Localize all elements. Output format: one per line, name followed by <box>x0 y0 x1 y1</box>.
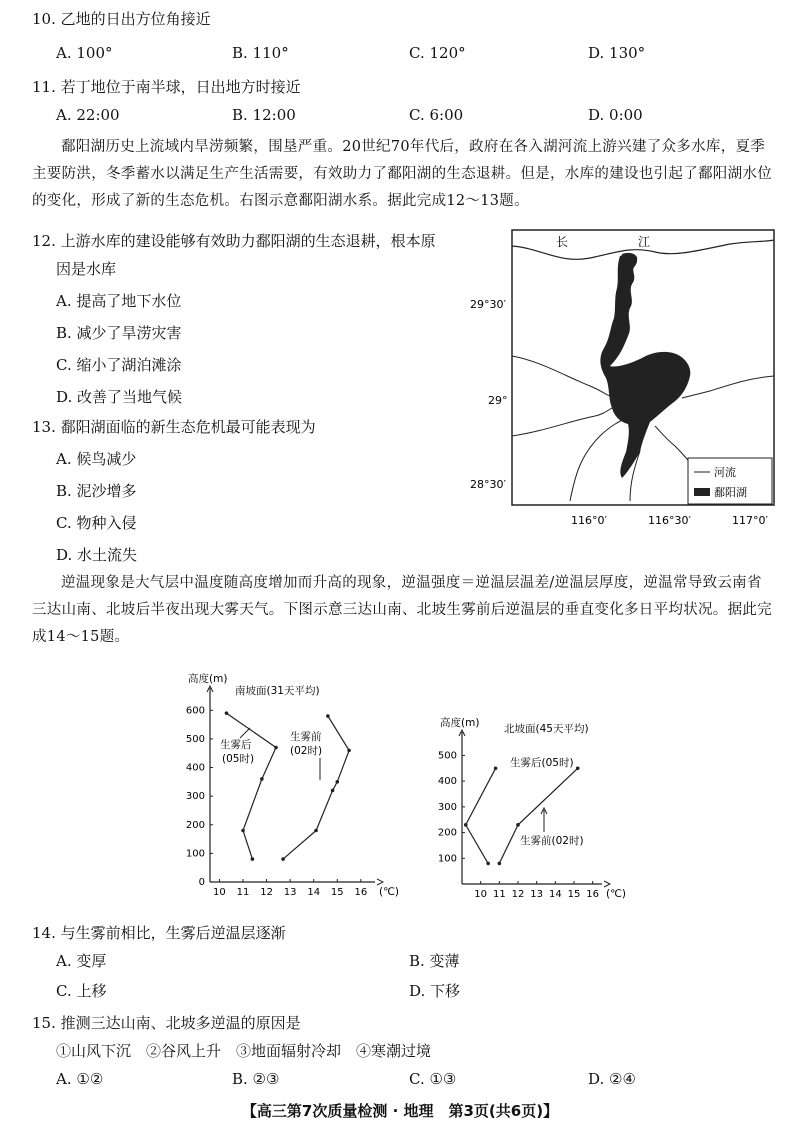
q15-option-b: B. ②③ <box>232 1070 280 1088</box>
q10-option-b: B. 110° <box>232 44 289 62</box>
series-label-after: 生雾后(05时) <box>510 757 574 769</box>
series-label-before: 生雾前 <box>290 731 322 743</box>
q14-option-c: C. 上移 <box>56 982 107 1000</box>
q15-option-a: A. ①② <box>56 1070 104 1088</box>
q11-option-b: B. 12:00 <box>232 106 296 124</box>
label-leader-line <box>240 728 250 738</box>
y-tick-label: 200 <box>437 827 457 839</box>
y-tick-label: 100 <box>185 848 205 860</box>
q15-option-c: C. ①③ <box>409 1070 457 1088</box>
lon-label-2: 116°30′ <box>648 514 691 527</box>
q13-stem: 13. 鄱阳湖面临的新生态危机最可能表现为 <box>32 418 316 436</box>
data-point <box>326 714 330 718</box>
poyang-lake-map <box>470 226 780 536</box>
q10-stem: 10. 乙地的日出方位角接近 <box>32 10 211 28</box>
y-tick-label: 200 <box>185 819 205 831</box>
series-label-before: 生雾前(02时) <box>520 835 584 847</box>
series-label-after-time: (05时) <box>222 753 255 765</box>
q14-option-a: A. 变厚 <box>56 952 107 970</box>
x-tick-label: 15 <box>567 889 581 900</box>
q12-option-a: A. 提高了地下水位 <box>56 292 182 310</box>
x-axis-unit: (℃) <box>606 888 626 900</box>
data-point <box>331 789 335 793</box>
series-label-before-time: (02时) <box>290 745 323 757</box>
q10-option-a: A. 100° <box>56 44 113 62</box>
x-tick-label: 15 <box>330 887 344 898</box>
x-tick-label: 14 <box>307 887 321 898</box>
y-tick-label: 0 <box>198 877 205 888</box>
x-tick-label: 12 <box>511 889 525 900</box>
data-point <box>314 829 318 833</box>
x-axis-arrow-icon <box>604 881 610 887</box>
lat-label-1: 29°30′ <box>470 298 506 311</box>
q13-option-b: B. 泥沙增多 <box>56 482 137 500</box>
series-label-after: 生雾后 <box>220 739 252 751</box>
q13-option-d: D. 水土流失 <box>56 546 138 564</box>
data-point <box>251 857 255 861</box>
q11-stem: 11. 若丁地位于南半球，日出地方时接近 <box>32 78 301 96</box>
q14-stem: 14. 与生雾前相比，生雾后逆温层逐渐 <box>32 924 286 942</box>
series-line <box>466 768 496 863</box>
data-point <box>494 766 498 770</box>
legend-river: 河流 <box>714 466 736 479</box>
data-point <box>241 829 245 833</box>
q10-option-c: C. 120° <box>409 44 466 62</box>
x-axis-arrow-icon <box>377 879 383 885</box>
chart-title: 南坡面(31天平均) <box>235 685 320 697</box>
y-tick-label: 500 <box>437 750 457 762</box>
q15-stem: 15. 推测三达山南、北坡多逆温的原因是 <box>32 1014 301 1032</box>
y-tick-label: 300 <box>437 801 457 813</box>
data-point <box>464 823 468 827</box>
x-tick-label: 11 <box>492 889 506 900</box>
q12-option-c: C. 缩小了湖泊滩涂 <box>56 356 182 374</box>
y-tick-label: 600 <box>185 705 205 717</box>
data-point <box>274 746 278 750</box>
q12-option-b: B. 减少了旱涝灾害 <box>56 324 182 342</box>
x-tick-label: 11 <box>236 887 250 898</box>
data-point <box>281 857 285 861</box>
q10-option-d: D. 130° <box>588 44 646 62</box>
data-point <box>576 766 580 770</box>
data-point <box>486 862 490 866</box>
lon-label-1: 116°0′ <box>571 514 607 527</box>
q12-option-d: D. 改善了当地气候 <box>56 388 183 406</box>
series-line <box>227 713 277 859</box>
lat-label-3: 28°30′ <box>470 478 506 491</box>
q14-option-d: D. 下移 <box>409 982 461 1000</box>
data-point <box>516 823 520 827</box>
x-tick-label: 13 <box>530 889 544 900</box>
x-axis-unit: (℃) <box>379 886 399 898</box>
lat-label-2: 29° <box>488 394 508 407</box>
x-tick-label: 12 <box>260 887 273 898</box>
chart-north-slope <box>420 700 626 905</box>
q12-stem-line2: 因是水库 <box>56 260 117 278</box>
passage-poyang: 鄱阳湖历史上流域内旱涝频繁，围垦严重。20世纪70年代后，政府在各入湖河流上游兴建了众多水库，夏季主要防洪，冬季蓄水以满足生产生活需要，有效助力了鄱阳湖的生态退耕。但是，水库的建设也引起了鄱阳湖水位的变化，形成了新的生态危机。右图示意鄱阳湖水系。据此完成12～13题。 <box>32 139 772 209</box>
x-tick-label: 16 <box>354 887 368 898</box>
q14-option-b: B. 变薄 <box>409 952 460 970</box>
page-footer: 【高三第7次质量检测 · 地理 第3页(共6页)】 <box>241 1102 559 1120</box>
data-point <box>347 749 351 753</box>
chart-south-slope <box>180 660 399 900</box>
q12-stem-line1: 12. 上游水库的建设能够有效助力鄱阳湖的生态退耕，根本原 <box>32 232 436 250</box>
q15-option-d: D. ②④ <box>588 1070 636 1088</box>
y-tick-label: 500 <box>185 733 205 745</box>
data-point <box>335 780 339 784</box>
x-tick-label: 10 <box>474 889 488 900</box>
y-tick-label: 400 <box>185 762 205 774</box>
x-tick-label: 13 <box>283 887 297 898</box>
data-point <box>498 862 502 866</box>
lon-label-3: 117°0′ <box>732 514 768 527</box>
chart-title: 北坡面(45天平均) <box>504 723 589 735</box>
y-tick-label: 300 <box>185 791 205 803</box>
q13-option-c: C. 物种入侵 <box>56 514 137 532</box>
legend-lake: 鄱阳湖 <box>714 486 747 499</box>
y-tick-label: 100 <box>437 853 457 865</box>
q11-option-a: A. 22:00 <box>56 106 120 124</box>
y-tick-label: 400 <box>437 776 457 788</box>
y-axis-label: 高度(m) <box>440 717 480 729</box>
river-label-1: 长 <box>556 235 569 249</box>
river-label-2: 江 <box>638 235 651 249</box>
q11-option-d: D. 0:00 <box>588 106 643 124</box>
x-tick-label: 14 <box>548 889 562 900</box>
x-tick-label: 10 <box>213 887 226 898</box>
passage-inversion: 逆温现象是大气层中温度随高度增加而升高的现象，逆温强度＝逆温层温差/逆温层厚度，逆温常导致云南省三达山南、北坡后半夜出现大雾天气。下图示意三达山南、北坡生雾前后逆温层的垂直变化多日平均状况。据此完成14～15题。 <box>32 575 772 645</box>
x-tick-label: 16 <box>586 889 600 900</box>
q13-option-a: A. 候鸟减少 <box>56 450 137 468</box>
q11-option-c: C. 6:00 <box>409 106 464 124</box>
data-point <box>225 711 229 715</box>
data-point <box>260 777 264 781</box>
y-axis-label: 高度(m) <box>188 673 228 685</box>
series-line <box>499 768 577 863</box>
q15-choices: ①山风下沉 ②谷风上升 ③地面辐射冷却 ④寒潮过境 <box>56 1042 432 1060</box>
